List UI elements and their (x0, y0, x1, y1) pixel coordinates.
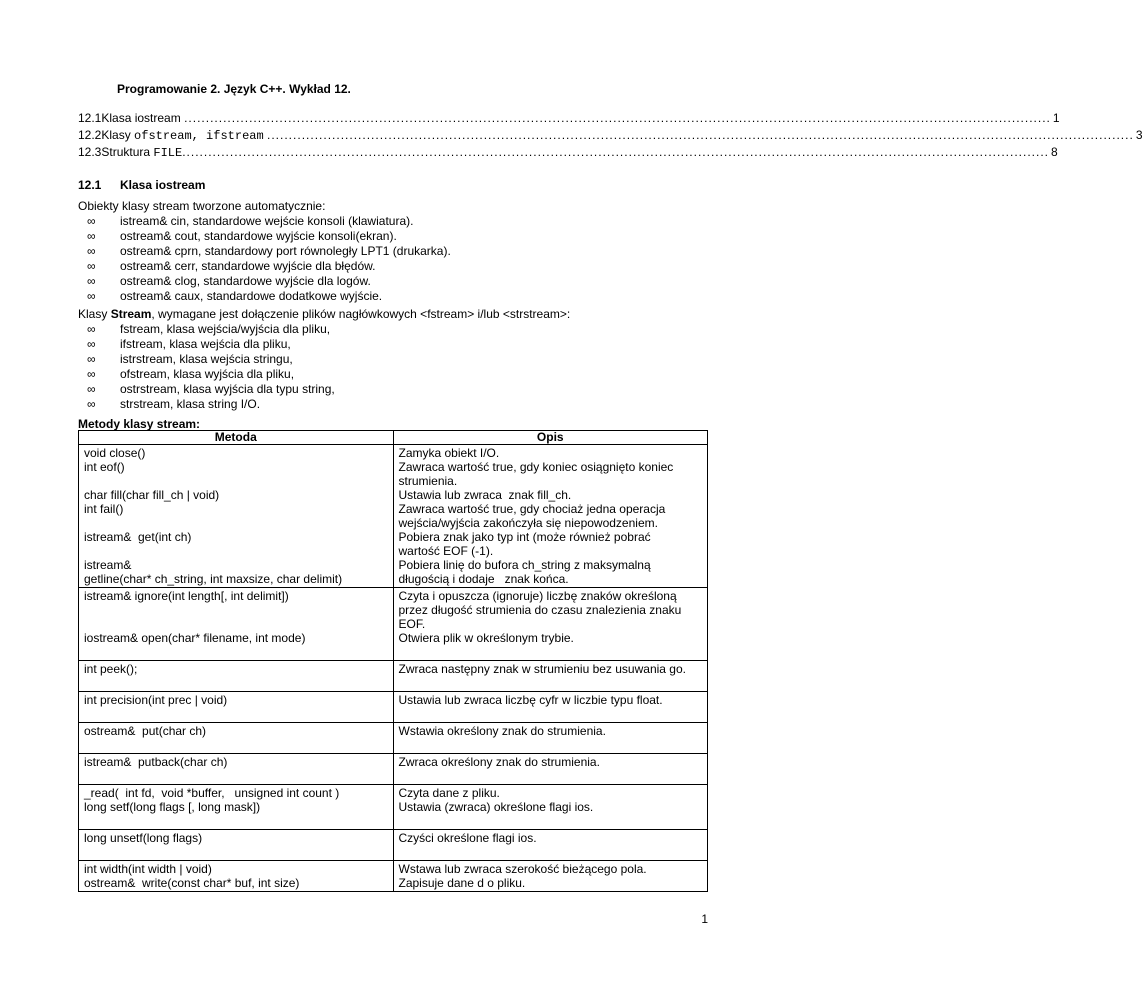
cell-line (399, 814, 703, 828)
method-cell (79, 785, 394, 830)
description-cell (393, 661, 708, 692)
cell-line: Zawraca wartość true, gdy chociaż jedna operacja (398, 502, 666, 516)
cell-line: Ustawia lub zwraca liczbę cyfr w liczbie typu float. (398, 693, 663, 707)
list-item-text: ostream& cprn, standardowy port równoległy LPT1 (drukarka). (120, 244, 451, 258)
cell-line: Zwraca następny znak w strumieniu bez usuwania go. (398, 662, 686, 676)
bullet-icon: ∞ (87, 229, 96, 243)
bullet-icon: ∞ (87, 397, 96, 411)
classes-intro-pre: Klasy (78, 307, 111, 321)
objects-block (78, 199, 708, 304)
list-item-text: ostream& cout, standardowe wyjście konsoli(ekran). (120, 229, 397, 243)
bullet-icon: ∞ (87, 337, 96, 351)
cell-line (84, 845, 388, 859)
method-cell (79, 830, 394, 861)
list-item (78, 337, 708, 352)
description-cell (393, 692, 708, 723)
toc-entry[interactable] (78, 110, 1060, 127)
description-cell (393, 445, 708, 588)
cell-line: int width(int width | void) (84, 862, 212, 876)
cell-line: Zapisuje dane d o pliku. (398, 876, 526, 890)
toc-entry[interactable] (78, 144, 1058, 161)
cell-line: int peek(); (84, 662, 138, 676)
toc-entry-title (101, 127, 267, 144)
toc-leader-dots: ........................................................................................................................................................................................................ (267, 128, 1134, 142)
cell-line: int eof() (84, 460, 125, 474)
classes-list (78, 322, 708, 412)
cell-line (84, 814, 388, 828)
list-item (78, 214, 708, 229)
table-row (79, 861, 708, 892)
table-row (79, 723, 708, 754)
section-title: Klasa iostream (120, 178, 206, 192)
list-item (78, 274, 708, 289)
cell-line: void close() (84, 446, 146, 460)
cell-line (84, 617, 388, 631)
cell-line (84, 645, 388, 659)
cell-line: EOF. (398, 617, 426, 631)
cell-line (399, 738, 703, 752)
cell-line: ostream& put(char ch) (84, 724, 207, 738)
cell-line: long setf(long flags [, long mask]) (84, 800, 261, 814)
cell-line: Pobiera linię do bufora ch_string z maksymalną (398, 558, 651, 572)
header-description: Opis (393, 431, 708, 445)
cell-line: char fill(char fill_ch | void) (84, 488, 220, 502)
list-item-text: ostream& caux, standardowe dodatkowe wyjście. (120, 289, 383, 303)
cell-line: Zamyka obiekt I/O. (398, 446, 500, 460)
list-item (78, 382, 708, 397)
cell-line: Ustawia lub zwraca znak fill_ch. (398, 488, 572, 502)
cell-line: Wstawia określony znak do strumienia. (398, 724, 606, 738)
header-method: Metoda (79, 431, 394, 445)
list-item (78, 322, 708, 337)
list-item-text: strstream, klasa string I/O. (120, 397, 261, 411)
document-title: Programowanie 2. Język C++. Wykład 12. (117, 82, 351, 96)
cell-line: int fail() (84, 502, 124, 516)
methods-table (78, 430, 708, 892)
toc-entry-page: 3 (1135, 128, 1143, 142)
method-cell (79, 588, 394, 661)
list-item-text: ifstream, klasa wejścia dla pliku, (120, 337, 291, 351)
cell-line (84, 769, 388, 783)
table-row (79, 692, 708, 723)
objects-intro: Obiekty klasy stream tworzone automatycznie: (78, 199, 326, 213)
cell-line (399, 845, 703, 859)
cell-line: wejścia/wyjścia zakończyła się niepowodzeniem. (398, 516, 658, 530)
table-title: Metody klasy stream: (78, 417, 201, 431)
cell-line: Pobiera znak jako typ int (może również pobrać (398, 530, 651, 544)
list-item-text: fstream, klasa wejścia/wyjścia dla pliku, (120, 322, 331, 336)
cell-line: wartość EOF (-1). (398, 544, 494, 558)
classes-intro-bold: Stream (110, 307, 152, 321)
list-item (78, 229, 708, 244)
cell-line (399, 707, 703, 721)
cell-line (84, 544, 388, 558)
cell-line (399, 769, 703, 783)
bullet-icon: ∞ (87, 274, 96, 288)
section-heading (78, 178, 205, 192)
description-cell (393, 830, 708, 861)
method-cell (79, 445, 394, 588)
bullet-icon: ∞ (87, 367, 96, 381)
cell-line (84, 474, 388, 488)
table-header-row (79, 431, 708, 445)
classes-intro-post: , wymagane jest dołączenie plików nagłówkowych <fstream> i/lub <strstream>: (151, 307, 571, 321)
table-row (79, 754, 708, 785)
table-row (79, 785, 708, 830)
cell-line: getline(char* ch_string, int maxsize, char delimit) (84, 572, 343, 586)
cell-line (399, 645, 703, 659)
cell-line: ostream& write(const char* buf, int size) (84, 876, 300, 890)
cell-line: Czyta dane z pliku. (398, 786, 500, 800)
list-item (78, 367, 708, 382)
method-cell (79, 754, 394, 785)
table-row (79, 445, 708, 588)
cell-line: długością i dodaje znak końca. (398, 572, 569, 586)
method-cell (79, 692, 394, 723)
cell-line: _read( int fd, void *buffer, unsigned int count ) (84, 786, 340, 800)
cell-line: istream& get(int ch) (84, 530, 192, 544)
table-row (79, 661, 708, 692)
objects-list (78, 214, 708, 304)
bullet-icon: ∞ (87, 322, 96, 336)
toc-entry[interactable] (78, 127, 1143, 144)
cell-line: iostream& open(char* filename, int mode) (84, 631, 306, 645)
page-number: 1 (701, 912, 708, 926)
cell-line: Ustawia (zwraca) określone flagi ios. (398, 800, 594, 814)
toc-entry-page: 1 (1052, 111, 1060, 125)
cell-line: przez długość strumienia do czasu znalezienia znaku (398, 603, 682, 617)
cell-line (84, 676, 388, 690)
cell-line (399, 676, 703, 690)
description-cell (393, 588, 708, 661)
table-row (79, 588, 708, 661)
cell-line: Otwiera plik w określonym trybie. (398, 631, 574, 645)
cell-line: strumienia. (398, 474, 458, 488)
toc-leader-dots: ........................................................................................................................................................................................................ (184, 111, 1051, 125)
bullet-icon: ∞ (87, 352, 96, 366)
list-item-text: istream& cin, standardowe wejście konsoli (klawiatura). (120, 214, 414, 228)
table-of-contents (78, 110, 1143, 161)
bullet-icon: ∞ (87, 382, 96, 396)
toc-entry-number: 12.3 (78, 145, 102, 159)
list-item (78, 352, 708, 367)
bullet-icon: ∞ (87, 214, 96, 228)
cell-line: istream& putback(char ch) (84, 755, 228, 769)
toc-title-part: ofstream, ifstream (134, 129, 264, 143)
cell-line: istream& ignore(int length[, int delimit]) (84, 589, 289, 603)
toc-leader-dots: ........................................................................................................................................................................................................ (182, 145, 1049, 159)
cell-line: Czyta i opuszcza (ignoruje) liczbę znaków określoną (398, 589, 677, 603)
toc-entry-title (101, 144, 182, 161)
toc-title-part: Klasa iostream (101, 111, 185, 125)
cell-line: Wstawa lub zwraca szerokość bieżącego pola. (398, 862, 647, 876)
list-item (78, 244, 708, 259)
table-row (79, 830, 708, 861)
description-cell (393, 861, 708, 892)
cell-line (84, 603, 388, 617)
bullet-icon: ∞ (87, 259, 96, 273)
list-item-text: ofstream, klasa wyjścia dla pliku, (120, 367, 295, 381)
method-cell (79, 723, 394, 754)
toc-title-part: Struktura (101, 145, 154, 159)
section-number: 12.1 (78, 178, 102, 192)
description-cell (393, 723, 708, 754)
toc-title-part: Klasy (101, 128, 135, 142)
cell-line (84, 738, 388, 752)
cell-line: istream& (84, 558, 132, 572)
list-item (78, 397, 708, 412)
list-item-text: ostream& clog, standardowe wyjście dla logów. (120, 274, 371, 288)
classes-intro (78, 307, 708, 322)
cell-line: Zwraca określony znak do strumienia. (398, 755, 600, 769)
list-item-text: istrstream, klasa wejścia stringu, (120, 352, 293, 366)
method-cell (79, 661, 394, 692)
cell-line: long unsetf(long flags) (84, 831, 203, 845)
cell-line: Zawraca wartość true, gdy koniec osiągnięto koniec (398, 460, 674, 474)
classes-block (78, 307, 708, 412)
bullet-icon: ∞ (87, 289, 96, 303)
list-item (78, 289, 708, 304)
toc-entry-number: 12.1 (78, 111, 102, 125)
bullet-icon: ∞ (87, 244, 96, 258)
description-cell (393, 785, 708, 830)
description-cell (393, 754, 708, 785)
toc-entry-title (101, 110, 184, 127)
cell-line: int precision(int prec | void) (84, 693, 228, 707)
toc-entry-page: 8 (1051, 145, 1058, 159)
list-item-text: ostrstream, klasa wyjścia dla typu string, (120, 382, 335, 396)
list-item (78, 259, 708, 274)
toc-title-part: FILE (153, 146, 183, 160)
cell-line (84, 707, 388, 721)
cell-line: Czyści określone flagi ios. (398, 831, 537, 845)
method-cell (79, 861, 394, 892)
list-item-text: ostream& cerr, standardowe wyjście dla błędów. (120, 259, 376, 273)
cell-line (84, 516, 388, 530)
toc-entry-number: 12.2 (78, 128, 102, 142)
